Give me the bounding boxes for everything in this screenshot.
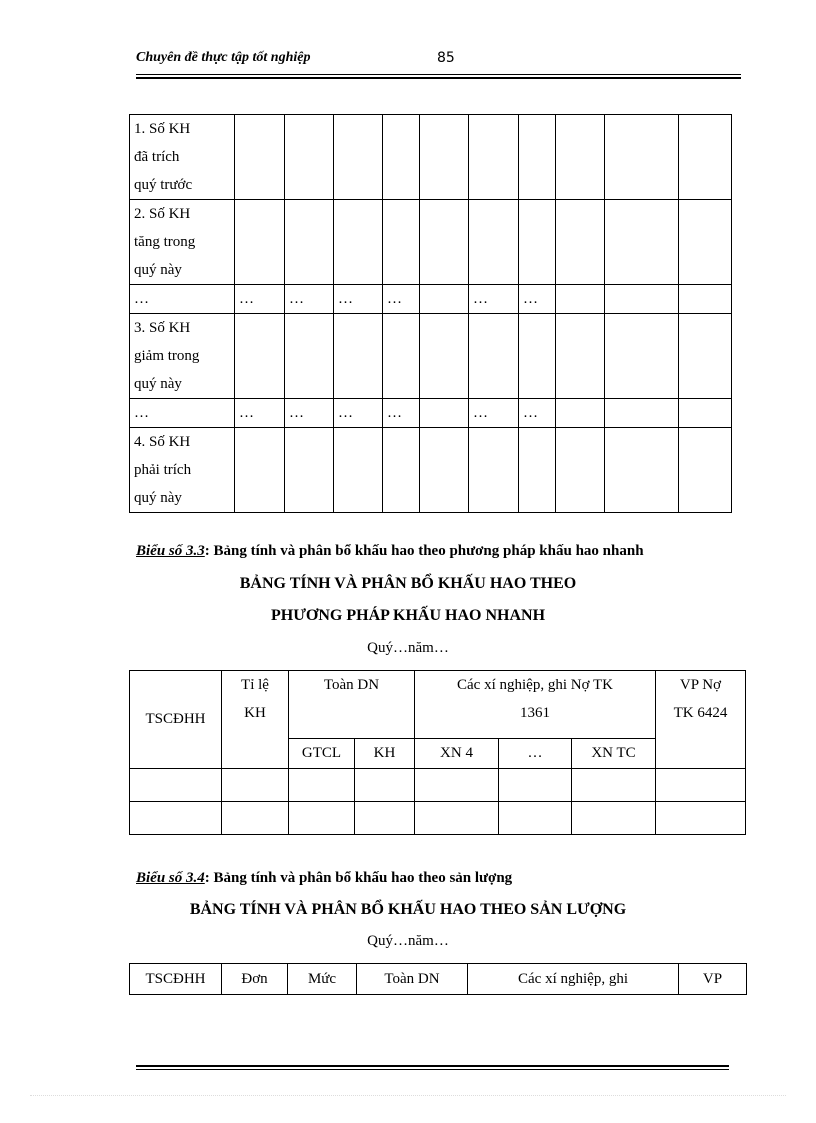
table-cell	[420, 399, 469, 428]
row-label: 4. Số KH phải trích quý này	[130, 428, 235, 513]
table-row	[130, 285, 732, 314]
table-cell	[605, 115, 679, 200]
col-toandn: Toàn DN	[357, 964, 468, 995]
row-label: 3. Số KH giảm trong quý này	[130, 314, 235, 399]
table-cell	[605, 314, 679, 399]
footer-rule-thick	[136, 1065, 729, 1067]
table-cell: …	[285, 285, 334, 314]
header-rule	[136, 74, 741, 75]
row-label: …	[130, 285, 235, 314]
caption-3-4-text: : Bảng tính và phân bổ khấu hao theo sản lượng	[204, 870, 513, 886]
header-rule-thick	[136, 77, 741, 79]
table-cell	[679, 399, 732, 428]
table-cell	[285, 200, 334, 285]
table-cell	[556, 428, 605, 513]
table-cell	[519, 115, 556, 200]
depreciation-table-continued	[129, 114, 732, 513]
table-row	[130, 769, 746, 802]
table-cell	[519, 428, 556, 513]
table-cell	[679, 314, 732, 399]
period-3-3: Quý…năm…	[367, 640, 449, 656]
table-row	[130, 115, 732, 200]
table-cell	[605, 285, 679, 314]
col-tile: Tỉ lệ KH	[222, 671, 289, 769]
table-cell: …	[334, 285, 383, 314]
col-tscdhh: TSCĐHH	[130, 964, 222, 995]
caption-3-3	[136, 543, 644, 560]
table-cell	[285, 428, 334, 513]
table-cell	[679, 428, 732, 513]
table-cell	[334, 314, 383, 399]
col-vp: VP Nợ TK 6424	[656, 671, 746, 769]
table-cell: …	[383, 285, 420, 314]
caption-3-4-label: Biểu số 3.4	[136, 870, 205, 886]
table-cell	[556, 115, 605, 200]
table-cell: …	[235, 285, 285, 314]
table-cell: …	[469, 399, 519, 428]
col-xinghiep: Các xí nghiệp, ghi	[468, 964, 679, 995]
page-edge	[30, 1095, 786, 1096]
header-title: Chuyên đề thực tập tốt nghiệp	[136, 50, 311, 65]
col-don: Đơn	[222, 964, 288, 995]
page-number: 85	[437, 50, 455, 66]
table-cell	[556, 285, 605, 314]
caption-3-4	[136, 870, 512, 887]
table-cell	[420, 428, 469, 513]
col-dots: …	[499, 739, 572, 769]
table-row	[130, 314, 732, 399]
table-cell	[469, 428, 519, 513]
row-label: 1. Số KH đã trích quý trước	[130, 115, 235, 200]
table-cell: …	[383, 399, 420, 428]
table-cell: …	[519, 285, 556, 314]
table-cell: …	[285, 399, 334, 428]
table-cell	[519, 200, 556, 285]
table-cell	[235, 115, 285, 200]
col-kh: KH	[355, 739, 415, 769]
table-row	[130, 428, 732, 513]
table-cell	[334, 428, 383, 513]
row-label: 2. Số KH tăng trong quý này	[130, 200, 235, 285]
table-cell: …	[235, 399, 285, 428]
table-cell	[420, 285, 469, 314]
table-cell	[334, 200, 383, 285]
table-cell	[556, 314, 605, 399]
table-cell	[556, 399, 605, 428]
col-tscdhh: TSCĐHH	[130, 671, 222, 769]
table-cell	[235, 428, 285, 513]
table-cell	[469, 314, 519, 399]
table-cell	[420, 314, 469, 399]
table-cell	[679, 200, 732, 285]
table-cell	[383, 314, 420, 399]
caption-3-3-label: Biểu số 3.3	[136, 543, 205, 559]
table-cell	[519, 314, 556, 399]
col-xinghiep: Các xí nghiệp, ghi Nợ TK 1361	[415, 671, 656, 739]
period-3-4: Quý…năm…	[367, 933, 449, 949]
table-cell	[334, 115, 383, 200]
col-muc: Mức	[288, 964, 357, 995]
table-cell	[469, 115, 519, 200]
output-depreciation-table	[129, 963, 747, 995]
row-label: …	[130, 399, 235, 428]
table-row	[130, 802, 746, 835]
table-cell: …	[469, 285, 519, 314]
table-cell	[383, 115, 420, 200]
title-3-3-line1: BẢNG TÍNH VÀ PHÂN BỔ KHẤU HAO THEO	[239, 575, 577, 592]
table-row	[130, 200, 732, 285]
table-cell	[235, 314, 285, 399]
table-cell	[285, 314, 334, 399]
title-3-3-line2: PHƯƠNG PHÁP KHẤU HAO NHANH	[270, 607, 546, 624]
title-3-4: BẢNG TÍNH VÀ PHÂN BỔ KHẤU HAO THEO SẢN LƯỢNG	[189, 901, 627, 918]
col-gtcl: GTCL	[289, 739, 355, 769]
accelerated-depreciation-table	[129, 670, 746, 835]
table-cell: …	[519, 399, 556, 428]
col-xntc: XN TC	[572, 739, 656, 769]
table-cell	[556, 200, 605, 285]
table-cell	[383, 428, 420, 513]
table-cell	[605, 428, 679, 513]
table-cell	[605, 200, 679, 285]
table-cell	[285, 115, 334, 200]
col-vp: VP	[679, 964, 747, 995]
table-cell	[235, 200, 285, 285]
caption-3-3-text: : Bảng tính và phân bổ khấu hao theo phương pháp khấu hao nhanh	[204, 543, 644, 559]
footer-rule	[136, 1069, 729, 1070]
col-xn4: XN 4	[415, 739, 499, 769]
table-cell	[605, 399, 679, 428]
table-cell: …	[334, 399, 383, 428]
table-cell	[383, 200, 420, 285]
table-cell	[420, 115, 469, 200]
col-toandn: Toàn DN	[289, 671, 415, 739]
table-row	[130, 399, 732, 428]
table-cell	[679, 115, 732, 200]
table-cell	[679, 285, 732, 314]
table-cell	[469, 200, 519, 285]
table-cell	[420, 200, 469, 285]
